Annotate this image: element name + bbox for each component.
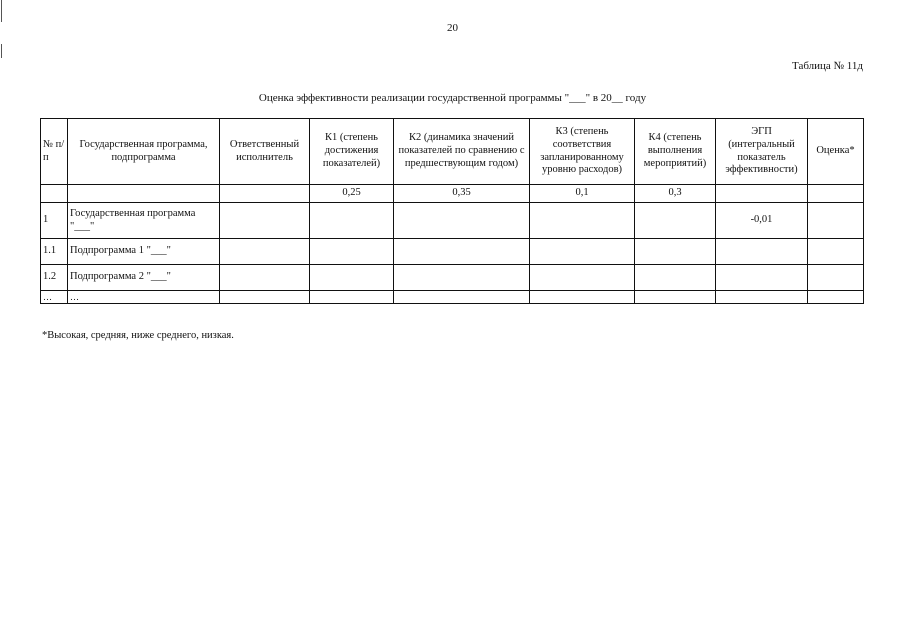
- row-name: …: [68, 291, 220, 304]
- table-cell: [530, 239, 635, 265]
- table-cell: [394, 265, 530, 291]
- table-cell: [808, 185, 864, 203]
- egp-value: [716, 265, 808, 291]
- col-header-egp: ЭГП (интегральный показатель эффективности): [716, 119, 808, 185]
- col-header-k2: К2 (динамика значений показателей по сравнению с предшествующим годом): [394, 119, 530, 185]
- table-cell: [220, 203, 310, 239]
- table-cell: [220, 239, 310, 265]
- table-cell: [635, 265, 716, 291]
- table-row: [41, 203, 864, 239]
- col-header-k3: К3 (степень соответствия запланированному уровню расходов): [530, 119, 635, 185]
- scan-edge-mark-middle: [1, 44, 2, 58]
- table-cell: [394, 203, 530, 239]
- egp-value: -0,01: [716, 203, 808, 239]
- table-cell: [394, 239, 530, 265]
- page-number: 20: [447, 22, 458, 34]
- row-number: 1.1: [41, 239, 68, 265]
- col-header-rating: Оценка*: [808, 119, 864, 185]
- table-row: [41, 265, 864, 291]
- row-number: 1.2: [41, 265, 68, 291]
- table-cell: [310, 265, 394, 291]
- row-name: Государственная программа "___": [68, 203, 220, 239]
- scan-edge-mark-top: [1, 0, 2, 22]
- table-cell: [530, 203, 635, 239]
- table-cell: [220, 265, 310, 291]
- table-title: Оценка эффективности реализации государственной программы "___" в 20__ году: [258, 92, 647, 104]
- table-cell: [808, 265, 864, 291]
- row-name: Подпрограмма 2 "___": [68, 265, 220, 291]
- egp-value: [716, 291, 808, 304]
- table-cell: [530, 291, 635, 304]
- table-row: [41, 239, 864, 265]
- row-name: Подпрограмма 1 "___": [68, 239, 220, 265]
- col-header-program: Государственная программа, подпрограмма: [68, 119, 220, 185]
- weight-k3: 0,1: [530, 185, 635, 203]
- col-header-executor: Ответственный исполнитель: [220, 119, 310, 185]
- row-number: 1: [41, 203, 68, 239]
- col-header-k4: К4 (степень выполнения мероприятий): [635, 119, 716, 185]
- table-cell: [716, 185, 808, 203]
- table-cell: [635, 203, 716, 239]
- col-header-number: № п/п: [41, 119, 68, 185]
- col-header-k1: К1 (степень достижения показателей): [310, 119, 394, 185]
- coefficient-weights-row: [41, 185, 864, 203]
- header-row: [41, 119, 864, 185]
- table-cell: [220, 291, 310, 304]
- table-cell: [41, 185, 68, 203]
- weight-k4: 0,3: [635, 185, 716, 203]
- table-cell: [635, 291, 716, 304]
- table-cell: [530, 265, 635, 291]
- table-cell: [310, 239, 394, 265]
- weight-k1: 0,25: [310, 185, 394, 203]
- table-cell: [310, 291, 394, 304]
- weight-k2: 0,35: [394, 185, 530, 203]
- table-cell: [220, 185, 310, 203]
- table-cell: [68, 185, 220, 203]
- table-cell: [808, 203, 864, 239]
- table-cell: [808, 239, 864, 265]
- table-row: [41, 291, 864, 304]
- table-cell: [635, 239, 716, 265]
- table-cell: [808, 291, 864, 304]
- table-cell: [310, 203, 394, 239]
- table-cell: [394, 291, 530, 304]
- efficiency-evaluation-table: [40, 118, 864, 304]
- table-number-label: Таблица № 11д: [792, 60, 863, 72]
- rating-footnote: *Высокая, средняя, ниже среднего, низкая.: [42, 330, 234, 341]
- row-number: …: [41, 291, 68, 304]
- egp-value: [716, 239, 808, 265]
